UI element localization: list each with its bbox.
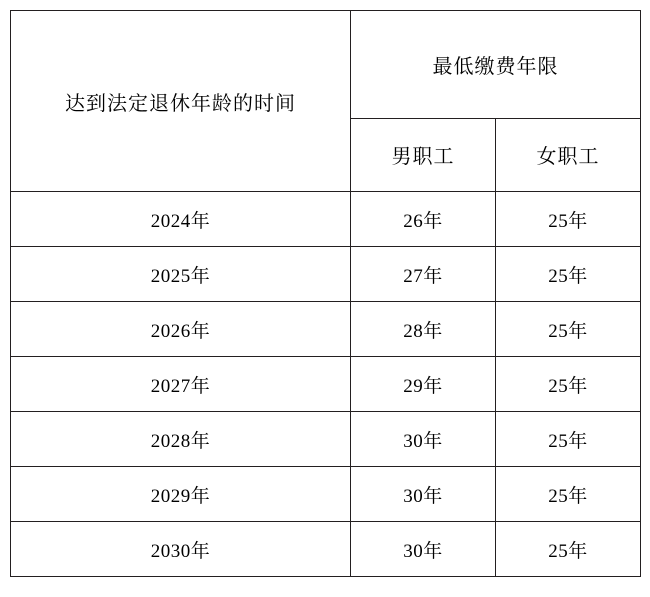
table-row [11,302,641,357]
header-female-worker: 女职工 [496,118,641,191]
header-male-worker: 男职工 [351,118,496,191]
cell-male-years: 27年 [351,247,496,302]
cell-female-years: 25年 [496,302,641,357]
pension-contribution-table [10,10,641,577]
cell-male-years: 29年 [351,357,496,412]
cell-female-years: 25年 [496,192,641,247]
cell-year: 2030年 [11,522,351,577]
document-page [0,10,650,597]
cell-male-years: 30年 [351,522,496,577]
cell-male-years: 30年 [351,467,496,522]
cell-year: 2026年 [11,302,351,357]
cell-year: 2028年 [11,412,351,467]
cell-female-years: 25年 [496,247,641,302]
cell-male-years: 28年 [351,302,496,357]
header-min-contribution-years: 最低缴费年限 [351,11,641,119]
cell-year: 2029年 [11,467,351,522]
cell-female-years: 25年 [496,522,641,577]
table-row [11,467,641,522]
table-row [11,522,641,577]
table-header-row-1 [11,11,641,119]
cell-year: 2025年 [11,247,351,302]
table-row [11,412,641,467]
cell-female-years: 25年 [496,412,641,467]
cell-female-years: 25年 [496,467,641,522]
cell-male-years: 30年 [351,412,496,467]
table-row [11,357,641,412]
cell-year: 2024年 [11,192,351,247]
header-retirement-age-time: 达到法定退休年龄的时间 [11,11,351,192]
cell-year: 2027年 [11,357,351,412]
table-row [11,192,641,247]
table-row [11,247,641,302]
cell-female-years: 25年 [496,357,641,412]
cell-male-years: 26年 [351,192,496,247]
